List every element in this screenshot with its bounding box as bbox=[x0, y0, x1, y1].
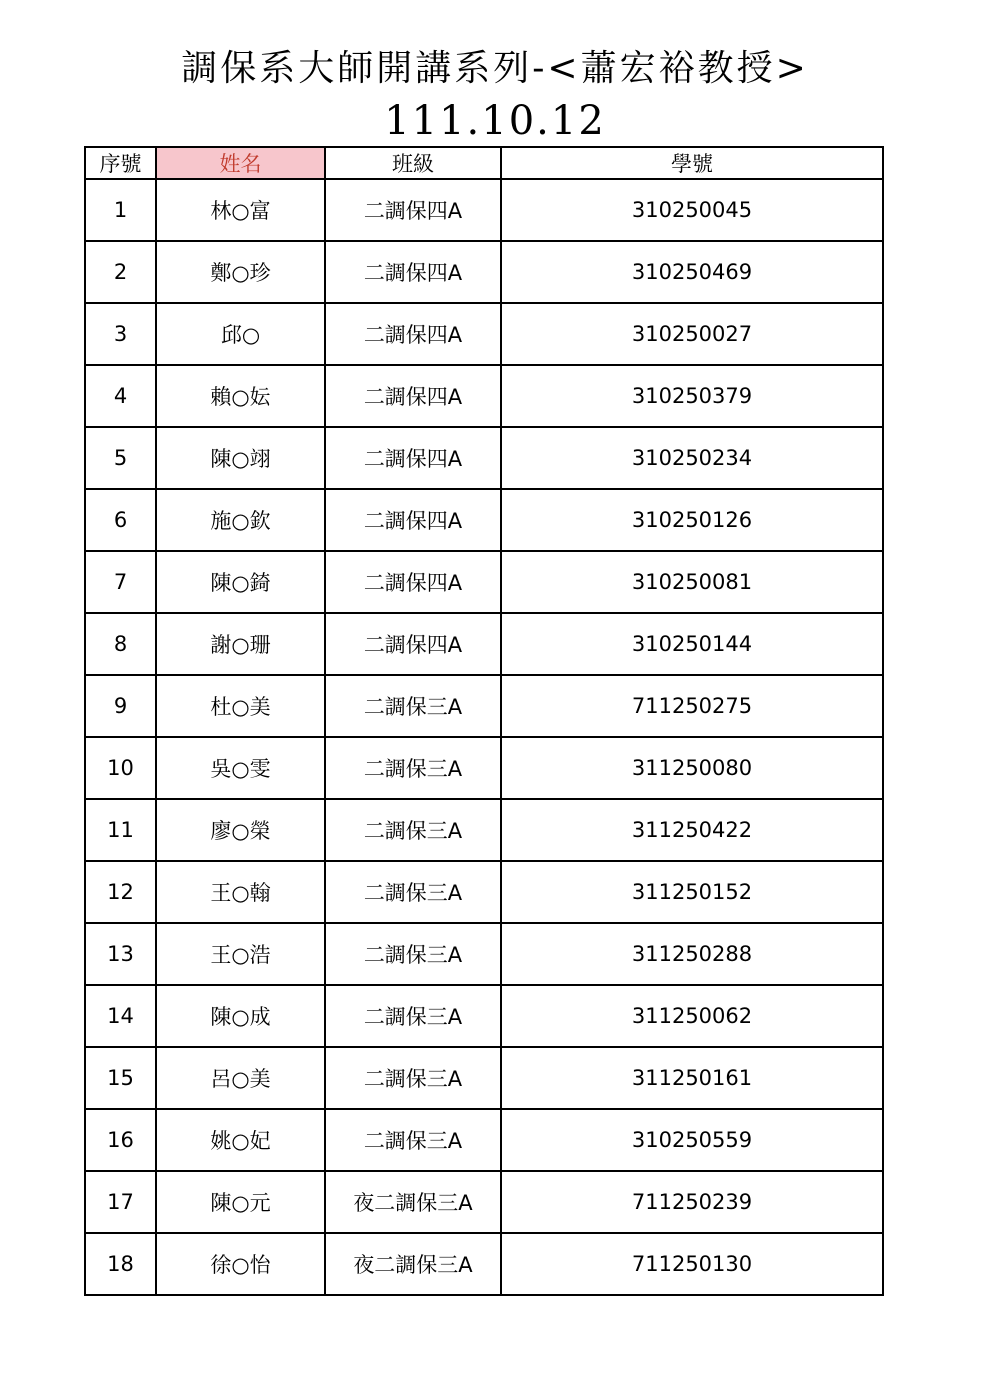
cell-student-id: 310250559 bbox=[501, 1109, 883, 1171]
cell-student-id: 310250126 bbox=[501, 489, 883, 551]
table-row bbox=[85, 613, 883, 675]
header-id: 學號 bbox=[501, 147, 883, 179]
cell-class: 二調保四A bbox=[325, 179, 501, 241]
cell-seq: 14 bbox=[85, 985, 156, 1047]
cell-student-id: 711250130 bbox=[501, 1233, 883, 1295]
cell-student-id: 311250152 bbox=[501, 861, 883, 923]
table-row bbox=[85, 1047, 883, 1109]
cell-seq: 2 bbox=[85, 241, 156, 303]
cell-seq: 9 bbox=[85, 675, 156, 737]
cell-name: 邱○ bbox=[156, 303, 325, 365]
cell-student-id: 310250081 bbox=[501, 551, 883, 613]
table-row bbox=[85, 1109, 883, 1171]
cell-class: 二調保三A bbox=[325, 1047, 501, 1109]
table-row bbox=[85, 985, 883, 1047]
cell-class: 二調保三A bbox=[325, 799, 501, 861]
table-row bbox=[85, 1171, 883, 1233]
table-row bbox=[85, 241, 883, 303]
cell-seq: 3 bbox=[85, 303, 156, 365]
cell-seq: 15 bbox=[85, 1047, 156, 1109]
cell-seq: 6 bbox=[85, 489, 156, 551]
cell-student-id: 311250080 bbox=[501, 737, 883, 799]
header-class: 班級 bbox=[325, 147, 501, 179]
cell-name: 呂○美 bbox=[156, 1047, 325, 1109]
cell-student-id: 310250045 bbox=[501, 179, 883, 241]
cell-name: 吳○雯 bbox=[156, 737, 325, 799]
cell-class: 二調保四A bbox=[325, 551, 501, 613]
cell-student-id: 711250239 bbox=[501, 1171, 883, 1233]
cell-seq: 16 bbox=[85, 1109, 156, 1171]
cell-name: 王○翰 bbox=[156, 861, 325, 923]
cell-class: 二調保四A bbox=[325, 303, 501, 365]
cell-seq: 12 bbox=[85, 861, 156, 923]
cell-class: 二調保四A bbox=[325, 241, 501, 303]
table-row bbox=[85, 675, 883, 737]
cell-seq: 5 bbox=[85, 427, 156, 489]
cell-seq: 13 bbox=[85, 923, 156, 985]
table-body bbox=[85, 179, 883, 1295]
cell-seq: 18 bbox=[85, 1233, 156, 1295]
cell-student-id: 311250062 bbox=[501, 985, 883, 1047]
table-row bbox=[85, 799, 883, 861]
cell-student-id: 310250027 bbox=[501, 303, 883, 365]
table-row bbox=[85, 923, 883, 985]
cell-student-id: 310250469 bbox=[501, 241, 883, 303]
cell-name: 施○欽 bbox=[156, 489, 325, 551]
cell-student-id: 311250422 bbox=[501, 799, 883, 861]
cell-name: 陳○翊 bbox=[156, 427, 325, 489]
cell-seq: 1 bbox=[85, 179, 156, 241]
document-title: 調保系大師開講系列-<蕭宏裕教授> bbox=[181, 48, 809, 89]
table-row bbox=[85, 551, 883, 613]
cell-name: 賴○妘 bbox=[156, 365, 325, 427]
cell-student-id: 311250161 bbox=[501, 1047, 883, 1109]
cell-name: 陳○錡 bbox=[156, 551, 325, 613]
cell-seq: 10 bbox=[85, 737, 156, 799]
cell-class: 二調保三A bbox=[325, 985, 501, 1047]
cell-name: 鄭○珍 bbox=[156, 241, 325, 303]
cell-name: 徐○怡 bbox=[156, 1233, 325, 1295]
table-row bbox=[85, 303, 883, 365]
cell-student-id: 311250288 bbox=[501, 923, 883, 985]
cell-name: 謝○珊 bbox=[156, 613, 325, 675]
table-row bbox=[85, 861, 883, 923]
header-seq: 序號 bbox=[85, 147, 156, 179]
table-row bbox=[85, 427, 883, 489]
cell-class: 二調保三A bbox=[325, 923, 501, 985]
cell-class: 夜二調保三A bbox=[325, 1233, 501, 1295]
cell-name: 陳○元 bbox=[156, 1171, 325, 1233]
cell-class: 二調保三A bbox=[325, 737, 501, 799]
cell-student-id: 310250379 bbox=[501, 365, 883, 427]
cell-class: 二調保三A bbox=[325, 1109, 501, 1171]
cell-seq: 8 bbox=[85, 613, 156, 675]
table-row bbox=[85, 489, 883, 551]
table-row bbox=[85, 179, 883, 241]
cell-name: 杜○美 bbox=[156, 675, 325, 737]
table-row bbox=[85, 737, 883, 799]
cell-seq: 11 bbox=[85, 799, 156, 861]
cell-class: 二調保三A bbox=[325, 861, 501, 923]
header-name: 姓名 bbox=[156, 147, 325, 179]
cell-class: 二調保四A bbox=[325, 613, 501, 675]
cell-student-id: 310250144 bbox=[501, 613, 883, 675]
cell-seq: 17 bbox=[85, 1171, 156, 1233]
document-date: 111.10.12 bbox=[384, 98, 606, 144]
cell-class: 二調保四A bbox=[325, 489, 501, 551]
cell-class: 二調保四A bbox=[325, 365, 501, 427]
cell-name: 陳○成 bbox=[156, 985, 325, 1047]
cell-class: 夜二調保三A bbox=[325, 1171, 501, 1233]
table-header-row bbox=[85, 147, 883, 179]
cell-name: 王○浩 bbox=[156, 923, 325, 985]
cell-student-id: 310250234 bbox=[501, 427, 883, 489]
cell-name: 廖○榮 bbox=[156, 799, 325, 861]
table-row bbox=[85, 1233, 883, 1295]
table-row bbox=[85, 365, 883, 427]
cell-seq: 7 bbox=[85, 551, 156, 613]
cell-name: 姚○妃 bbox=[156, 1109, 325, 1171]
cell-class: 二調保四A bbox=[325, 427, 501, 489]
cell-seq: 4 bbox=[85, 365, 156, 427]
cell-name: 林○富 bbox=[156, 179, 325, 241]
cell-student-id: 711250275 bbox=[501, 675, 883, 737]
attendance-table bbox=[84, 146, 884, 1296]
cell-class: 二調保三A bbox=[325, 675, 501, 737]
